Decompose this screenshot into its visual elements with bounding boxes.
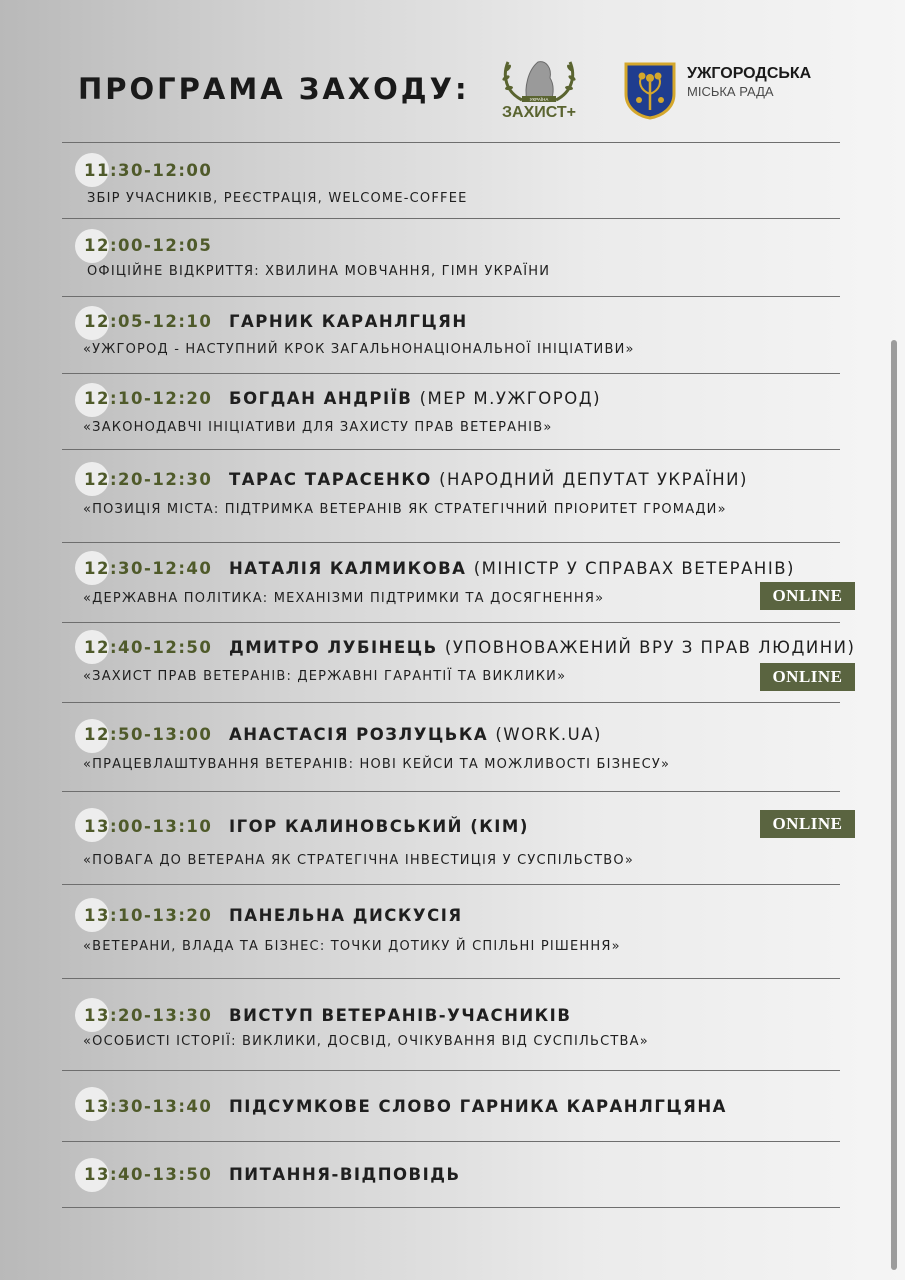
session-topic: «ЗАХИСТ ПРАВ ВЕТЕРАНІВ: ДЕРЖАВНІ ГАРАНТІЇ ТА ВИКЛИКИ» (83, 669, 567, 684)
session-topic: «ПОЗИЦІЯ МІСТА: ПІДТРИМКА ВЕТЕРАНІВ ЯК СТРАТЕГІЧНИЙ ПРІОРИТЕТ ГРОМАДИ» (83, 502, 727, 517)
uzhhorod-council-sub: МІСЬКА РАДА (687, 84, 774, 99)
speaker-name: ІГОР КАЛИНОВСЬКИЙ (КІМ) (229, 817, 529, 836)
divider (62, 373, 840, 374)
speaker-name: ТАРАС ТАРАСЕНКО (229, 470, 432, 489)
session-speaker (229, 1006, 571, 1025)
session-time: 12:50-13:00 (84, 725, 213, 744)
session-topic: «ДЕРЖАВНА ПОЛІТИКА: МЕХАНІЗМИ ПІДТРИМКИ ТА ДОСЯГНЕННЯ» (83, 591, 605, 606)
speaker-name: ПІДСУМКОВЕ СЛОВО ГАРНИКА КАРАНЛГЦЯНА (229, 1097, 727, 1116)
session-speaker (229, 906, 463, 925)
scrollbar[interactable] (891, 340, 897, 1270)
session-time: 13:00-13:10 (84, 817, 213, 836)
session-time: 11:30-12:00 (84, 161, 213, 180)
session-topic: «ПРАЦЕВЛАШТУВАННЯ ВЕТЕРАНІВ: НОВІ КЕЙСИ ТА МОЖЛИВОСТІ БІЗНЕСУ» (83, 757, 671, 772)
divider (62, 622, 840, 623)
session-topic: ЗБІР УЧАСНИКІВ, РЕЄСТРАЦІЯ, WELCOME-COFFEE (87, 191, 468, 206)
divider (62, 542, 840, 543)
session-time: 13:30-13:40 (84, 1097, 213, 1116)
session-time: 13:40-13:50 (84, 1165, 213, 1184)
logo-small-label: УКРАЇНА (529, 97, 549, 102)
speaker-name: ДМИТРО ЛУБІНЕЦЬ (229, 638, 438, 657)
divider (62, 1141, 840, 1142)
session-time: 12:20-12:30 (84, 470, 213, 489)
session-time: 12:00-12:05 (84, 236, 213, 255)
session-speaker (229, 817, 529, 836)
divider (62, 1070, 840, 1071)
session-topic: ОФІЦІЙНЕ ВІДКРИТТЯ: ХВИЛИНА МОВЧАННЯ, ГІМН УКРАЇНИ (87, 264, 551, 279)
session-time: 13:10-13:20 (84, 906, 213, 925)
session-topic: «ЗАКОНОДАВЧІ ІНІЦІАТИВИ ДЛЯ ЗАХИСТУ ПРАВ ВЕТЕРАНІВ» (83, 420, 553, 435)
session-time: 12:10-12:20 (84, 389, 213, 408)
speaker-name: НАТАЛІЯ КАЛМИКОВА (229, 559, 467, 578)
speaker-name: БОГДАН АНДРІЇВ (229, 389, 413, 408)
speaker-name: ПИТАННЯ-ВІДПОВІДЬ (229, 1165, 461, 1184)
session-time: 12:05-12:10 (84, 312, 213, 331)
zakhyst-plus-label: ЗАХИСТ+ (501, 104, 577, 121)
session-topic: «ОСОБИСТІ ІСТОРІЇ: ВИКЛИКИ, ДОСВІД, ОЧІКУВАННЯ ВІД СУСПІЛЬСТВА» (83, 1034, 649, 1049)
session-topic: «УЖГОРОД - НАСТУПНИЙ КРОК ЗАГАЛЬНОНАЦІОНАЛЬНОЇ ІНІЦІАТИВИ» (83, 342, 635, 357)
uzhhorod-council-name: УЖГОРОДСЬКА (687, 65, 812, 82)
session-time: 12:40-12:50 (84, 638, 213, 657)
uzhhorod-coat-of-arms-icon (622, 60, 678, 120)
speaker-name: АНАСТАСІЯ РОЗЛУЦЬКА (229, 725, 489, 744)
speaker-role: (МЕР М.УЖГОРОД) (419, 389, 602, 408)
session-topic: «ПОВАГА ДО ВЕТЕРАНА ЯК СТРАТЕГІЧНА ІНВЕСТИЦІЯ У СУСПІЛЬСТВО» (83, 853, 634, 868)
divider (62, 791, 840, 792)
speaker-role: (УПОВНОВАЖЕНИЙ ВРУ З ПРАВ ЛЮДИНИ) (444, 638, 856, 657)
online-badge: ONLINE (760, 663, 855, 691)
session-speaker (229, 725, 602, 744)
session-speaker (229, 312, 468, 331)
divider (62, 1207, 840, 1208)
speaker-role: (WORK.UA) (495, 725, 602, 744)
zakhyst-plus-logo (494, 56, 584, 126)
session-topic: «ВЕТЕРАНИ, ВЛАДА ТА БІЗНЕС: ТОЧКИ ДОТИКУ Й СПІЛЬНІ РІШЕННЯ» (83, 939, 621, 954)
divider (62, 884, 840, 885)
session-speaker (229, 638, 855, 657)
online-badge: ONLINE (760, 582, 855, 610)
page-title: ПРОГРАМА ЗАХОДУ: (78, 72, 470, 106)
session-speaker (229, 1165, 461, 1184)
divider (62, 978, 840, 979)
speaker-name: ГАРНИК КАРАНЛГЦЯН (229, 312, 468, 331)
speaker-role: (МІНІСТР У СПРАВАХ ВЕТЕРАНІВ) (473, 559, 795, 578)
divider (62, 449, 840, 450)
session-time: 12:30-12:40 (84, 559, 213, 578)
session-time: 13:20-13:30 (84, 1006, 213, 1025)
divider (62, 296, 840, 297)
speaker-name: ВИСТУП ВЕТЕРАНІВ-УЧАСНИКІВ (229, 1006, 572, 1025)
session-speaker (229, 1097, 727, 1116)
divider (62, 702, 840, 703)
speaker-name: ПАНЕЛЬНА ДИСКУСІЯ (229, 906, 463, 925)
speaker-role: (НАРОДНИЙ ДЕПУТАТ УКРАЇНИ) (439, 470, 748, 489)
online-badge: ONLINE (760, 810, 855, 838)
session-speaker (229, 389, 601, 408)
divider (62, 142, 840, 143)
divider (62, 218, 840, 219)
session-speaker (229, 470, 748, 489)
session-speaker (229, 559, 795, 578)
wreath-icon (494, 56, 584, 106)
